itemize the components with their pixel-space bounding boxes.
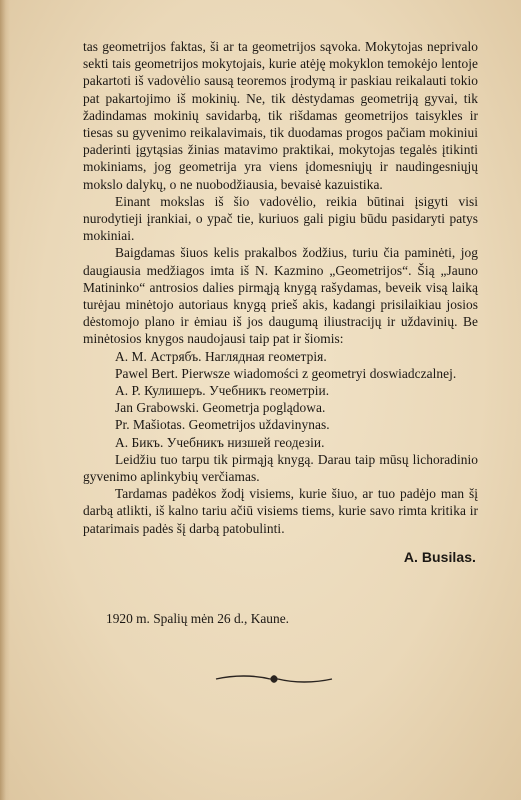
page-binding-shadow	[0, 0, 10, 800]
page-text	[83, 38, 478, 573]
date-place: 1920 m. Spalių mėn 26 d., Kaune.	[106, 611, 289, 626]
paragraph-thanks: Tardamas padėkos žodį visiems, kurie šiuo, ar tuo padėjo man šį darbą atlikti, iš kalno tariu ačiū visiems tiems, kurie savo rimta kritika ir patarimais padės šį darbą patobulinti.	[83, 486, 478, 536]
signature-row	[83, 537, 478, 573]
reference-item: Pawel Bert. Pierwsze wiadomości z geometryi doswiadczalnej.	[115, 365, 457, 381]
ornament-divider	[214, 672, 334, 686]
reference-item: Jan Grabowski. Geometrja poglądowa.	[115, 400, 326, 416]
reference-item: А. Р. Кулишеръ. Учебникъ геометріи.	[115, 383, 330, 399]
paragraph-first-book: Leidžiu tuo tarpu tik pirmąją knygą. Darau taip mūsų lichoradinio gyvenimo aplinkybių verčiamas.	[83, 451, 478, 485]
reference-item: Pr. Mašiotas. Geometrijos uždavinynas.	[115, 417, 330, 433]
reference-list	[83, 348, 478, 451]
reference-item: А. Бикъ. Учебникъ низшей геодезіи.	[115, 434, 325, 450]
paragraph-sources: Baigdamas šiuos kelis prakalbos žodžius, turiu čia paminėti, jog daugiausia medžiagos imta iš N. Kazmino „Geometrijos“. Šią „Jauno Matininko“ antrosios dalies pirmąją knygą rašydamas, beveik visą laiką turėjau minėtojo autoriaus knygą prieš akis, kadangi prisilaikiau josios dėstomojo plano ir ėmiau iš jos daugumą iliustracijų ir uždavinių. Be minėtosios knygos naudojausi taip pat ir šiomis:	[83, 245, 478, 347]
paragraph-tools: Einant mokslas iš šio vadovėlio, reikia būtinai įsigyti visi nurodytieji įrankiai, o ypač tie, kuriuos gali pigiu būdu pasidaryti patys mokiniai.	[83, 193, 478, 244]
reference-item: А. М. Астрябъ. Наглядная геометрія.	[115, 348, 327, 364]
author-signature: A. Busilas.	[403, 548, 476, 565]
paragraph-geometry-teaching: tas geometrijos faktas, ši ar ta geometrijos sąvoka. Mokytojas neprivalo sekti tais geometrijos mokytojais, kurie atėję mokyklon temokėjo lentoje pakartoti iš vadovėlio sausą teoremos įrodymą ir paskiau reikalauti tokio pat pakartojimo iš mokinių. Ne, tik dėstydamas geometriją gyvai, tik žadindamas mokinių savidarbą, tik rišdamas geometrijos taisykles ir tiesas su gyvenimo reikalavimais, tik duodamas progos pačiam mokiniui paderinti įgytąsias žinias matavimo praktikai, mokytojas tegalės įtikinti mokiniams, jog geometrija yra viens įdomesniųjų ir naudingesniųjų mokslo dalykų, o ne nuobodžiausia, bevaisė kazuistika.	[83, 39, 478, 192]
